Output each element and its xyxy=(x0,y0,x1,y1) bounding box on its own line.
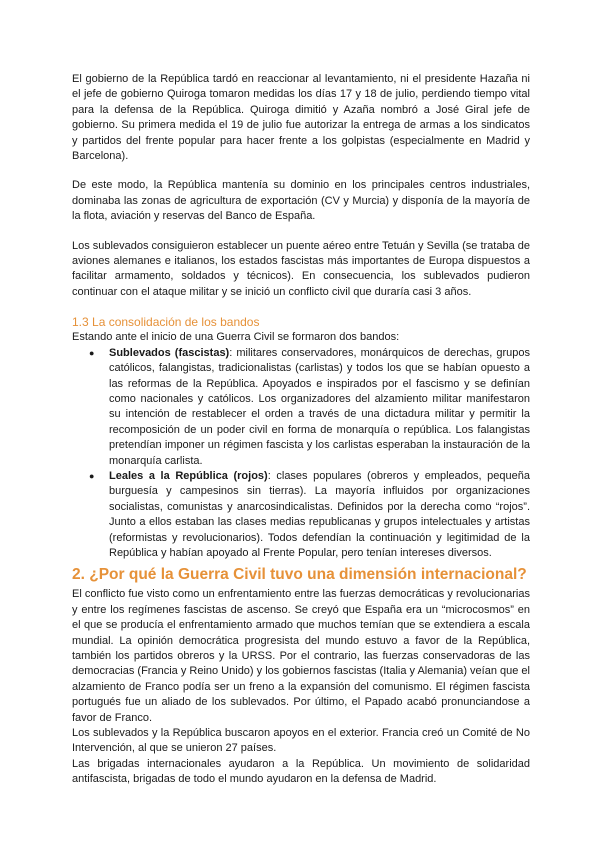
list-item xyxy=(89,346,531,469)
list-item-label: Leales a la República (rojos) xyxy=(109,469,268,482)
paragraph-intro-3: Los sublevados consiguieron establecer un puente aéreo entre Tetuán y Sevilla (se trataba de aviones alemanes e italianos, los estados fascistas más importantes de Europa dispuestos a facilitar armamento, soldados y técnicos). En consecuencia, los sublevados pudieron continuar con el ataque militar y se inició un conflicto civil que duraría casi 3 años. xyxy=(72,239,530,298)
section-2-heading: 2. ¿Por qué la Guerra Civil tuvo una dimensión internacional? xyxy=(72,566,527,584)
list-item-label: Sublevados (fascistas) xyxy=(109,346,230,359)
paragraph-intro-1: El gobierno de la República tardó en reaccionar al levantamiento, ni el presidente Hazaña ni el jefe de gobierno Quiroga tomaron medidas los días 17 y 18 de julio, perdiendo tiempo vital para la defensa de la República. Quiroga dimitió y Azaña nombró a José Giral jefe de gobierno. Su primera medida el 19 de julio fue autorizar la entrega de armas a los sindicatos y partidos del frente popular para hacer frente a los golpistas (especialmente en Madrid y Barcelona). xyxy=(72,73,530,163)
list-item-text: : militares conservadores, monárquicos de derechas, grupos católicos, falangistas, tradicionalistas (carlistas) y todos los que se habían opuesto a las reformas de la República. Apoyados e inspirados por el fascismo y se definían como nacionales y católicos. Los organizadores del alzamiento militar manifestaron su intención de restablecer el orden a través de una dictadura militar y permitir la recomposición de un poder civil en forma de monarquía o república. Los falangistas pretendían imponer un régimen fascista y los carlistas esperaban la instauración de la monarquía carlista. xyxy=(109,346,531,467)
section-1-3-lead: Estando ante el inicio de una Guerra Civil se formaron dos bandos: xyxy=(72,331,400,344)
bullet-icon: ● xyxy=(89,347,95,358)
list-item-text: : clases populares (obreros y empleados, pequeña burguesía y campesinos sin tierras). La mayoría influidos por organizaciones socialistas, comunistas y anarcosindicalistas. Definidos por la derecha como “rojos”. Junto a ellos estaban las clases medias republicanas y grupos intelectuales y artistas (reformistas y revolucionarios). Todos defendían la continuación y legitimidad de la República y habían apoyado al Frente Popular, pero tenían intereses diversos. xyxy=(109,469,530,559)
document-page xyxy=(72,72,530,788)
section-2-paragraph-2: Los sublevados y la República buscaron apoyos en el exterior. Francia creó un Comité de No Intervención, al que se unieron 27 países. xyxy=(72,727,530,755)
list-item xyxy=(89,469,530,561)
bands-list xyxy=(72,346,530,562)
bullet-icon: ● xyxy=(89,470,95,481)
section-1-3-heading: 1.3 La consolidación de los bandos xyxy=(72,315,260,330)
paragraph-intro-2: De este modo, la República mantenía su dominio en los principales centros industriales, dominaba las zonas de agricultura de exportación (CV y Murcia) y disponía de la mayoría de la flota, aviación y reservas del Banco de España. xyxy=(72,179,530,223)
section-2-paragraph-3: Las brigadas internacionales ayudaron a la República. Un movimiento de solidaridad antifascista, brigadas de todo el mundo ayudaron en la defensa de Madrid. xyxy=(72,757,530,786)
section-2-paragraph-1: El conflicto fue visto como un enfrentamiento entre las fuerzas democráticas y revolucionarias y entre los regímenes fascistas de ascenso. Se creyó que España era un “microcosmos” en el que se producía el enfrentamiento armado que muchos temían que se extendiera a escala mundial. La opinión democrática progresista del mundo estuvo a favor de la República, también los partidos obreros y la URSS. Por el contrario, las fuerzas conservadoras de las democracias (Francia y Reino Unido) y los gobiernos fascistas (Italia y Alemania) veían que el alzamiento de Franco podía ser un freno a la expansión del comunismo. El régimen fascista portugués fue un aliado de los sublevados. Por último, el Papado acabó pronunciandose a favor de Franco. xyxy=(72,588,530,724)
